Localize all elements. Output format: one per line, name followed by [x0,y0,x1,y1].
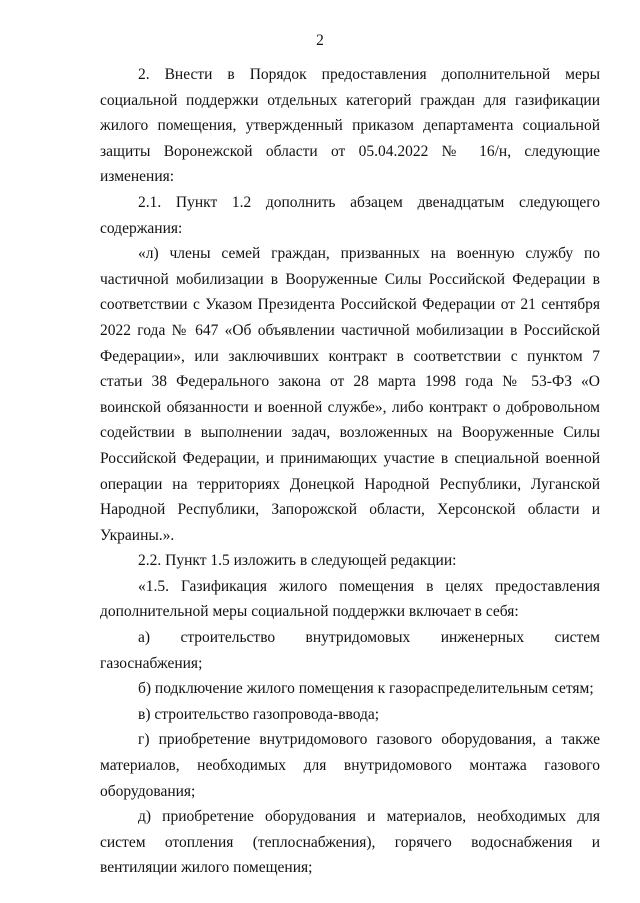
paragraph-subitem-v: в) строительство газопровода-ввода; [138,705,380,723]
paragraph-item-2: 2. Внести в Порядок предоставления дополнительной меры социальной поддержки отдельных категорий граждан для газификации жилого помещения, утвержденный приказом департамента социальной защиты Воронежской области от 05.04.2022 № 16/н, следующие изменения: [100,66,600,186]
paragraph-subitem-a: а) строительство внутридомовых инженерных систем газоснабжения; [100,629,600,672]
paragraph-item-2-2: 2.2. Пункт 1.5 изложить в следующей редакции: [138,552,457,570]
paragraph-subitem-g: г) приобретение внутридомового газового оборудования, а также материалов, необходимых для внутридомового монтажа газового оборудования; [100,731,600,800]
document-body [100,62,600,881]
paragraph-item-2-1: 2.1. Пункт 1.2 дополнить абзацем двенадцатым следующего содержания: [100,193,600,237]
paragraph-subitem-d: д) приобретение оборудования и материалов, необходимых для систем отопления (теплоснабжения), горячего водоснабжения и вентиляции жилого помещения; [100,808,600,877]
page-number: 2 [316,32,324,49]
paragraph-subitem-b: б) подключение жилого помещения к газораспределительным сетям; [138,680,594,698]
paragraph-subitem-l: «л) члены семей граждан, призванных на военную службу по частичной мобилизации в Вооруженные Силы Российской Федерации в соответствии с Указом Президента Российской Федерации от 21 сентября 2022 года № 647 «Об объявлении частичной мобилизации в Российской Федерации», или заключивших контракт в соответствии с пунктом 7 статьи 38 Федерального закона от 28 марта 1998 года № 53-ФЗ «О воинской обязанности и военной службе», либо контракт о добровольном содействии в выполнении задач, возложенных на Вооруженные Силы Российской Федерации, и принимающих участие в специальной военной операции на территориях Донецкой Народной Республики, Луганской Народной Республики, Запорожской области, Херсонской области и Украины.». [100,245,600,544]
paragraph-item-1-5: «1.5. Газификация жилого помещения в целях предоставления дополнительной меры социальной поддержки включает в себя: [100,577,600,621]
